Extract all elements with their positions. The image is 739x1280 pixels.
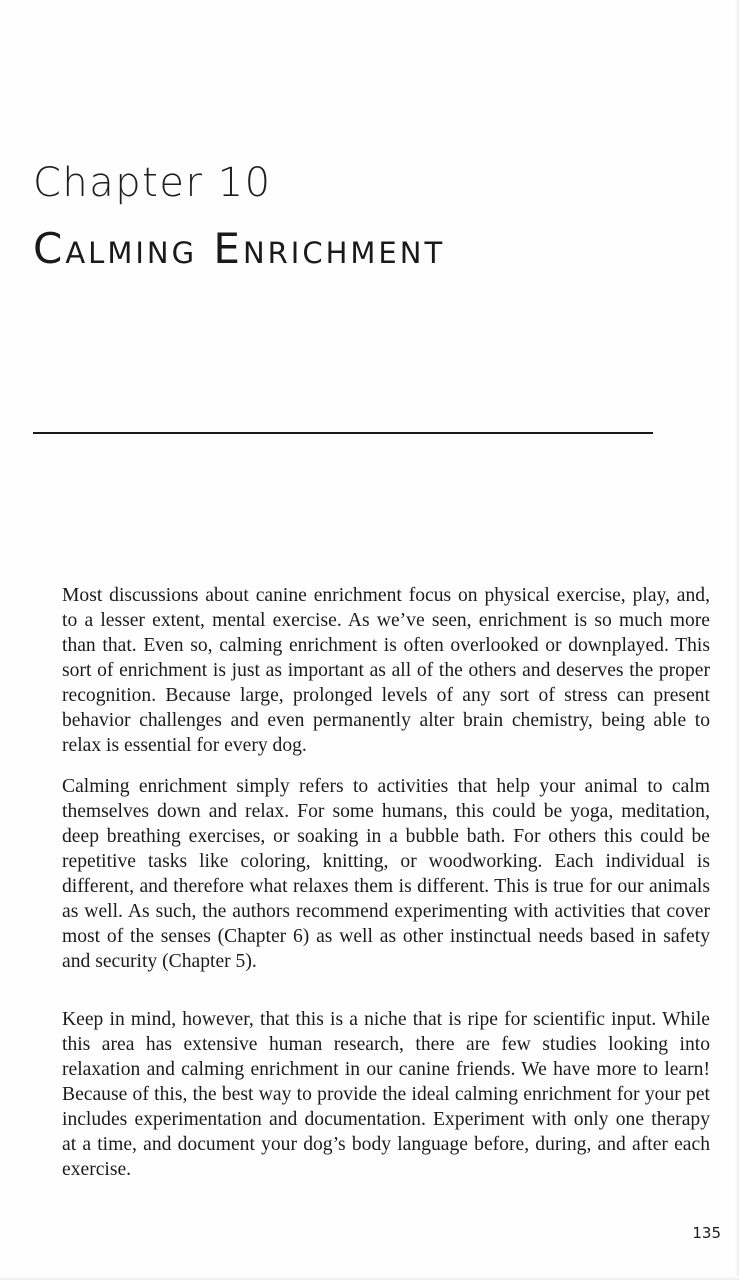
chapter-number: Chapter 10 bbox=[33, 160, 272, 206]
chapter-title: Calming Enrichment bbox=[33, 224, 446, 273]
page-number: 135 bbox=[692, 1224, 721, 1242]
page-bottom-edge bbox=[0, 1276, 739, 1280]
page-edge-shadow bbox=[735, 0, 739, 1280]
bleed-through-header bbox=[210, 28, 690, 54]
paragraph-3: Keep in mind, however, that this is a niche that is ripe for scientific input. While this area has extensive human research, there are few studies looking into relaxation and calming enrichment in our canine friends. We have more to learn! Because of this, the best way to provide the ideal calming enrichment for your pet includes experimentation and documentation. Experiment with only one therapy at a time, and document your dog’s body language before, during, and after each exercise. bbox=[62, 1008, 710, 1180]
paragraph-1: Most discussions about canine enrichment focus on physical exercise, play, and, to a lesser extent, mental exercise. As we’ve seen, enrichment is so much more than that. Even so, calming enrichment is often overlooked or downplayed. This sort of enrichment is just as important as all of the others and deserves the proper recognition. Because large, prolonged levels of any sort of stress can present behavior challenges and even permanently alter brain chemistry, being able to relax is essential for every dog. bbox=[62, 584, 710, 756]
paragraph-2: Calming enrichment simply refers to activities that help your animal to calm themselves down and relax. For some humans, this could be yoga, meditation, deep breathing exercises, or soaking in a bubble bath. For others this could be repetitive tasks like coloring, knitting, or woodworking. Each individual is different, and therefore what relaxes them is different. This is true for our animals as well. As such, the authors recommend experimenting with activities that cover most of the senses (Chapter 6) as well as other instinctual needs based in safety and security (Chapter 5). bbox=[62, 775, 710, 972]
chapter-divider-rule bbox=[33, 432, 653, 434]
